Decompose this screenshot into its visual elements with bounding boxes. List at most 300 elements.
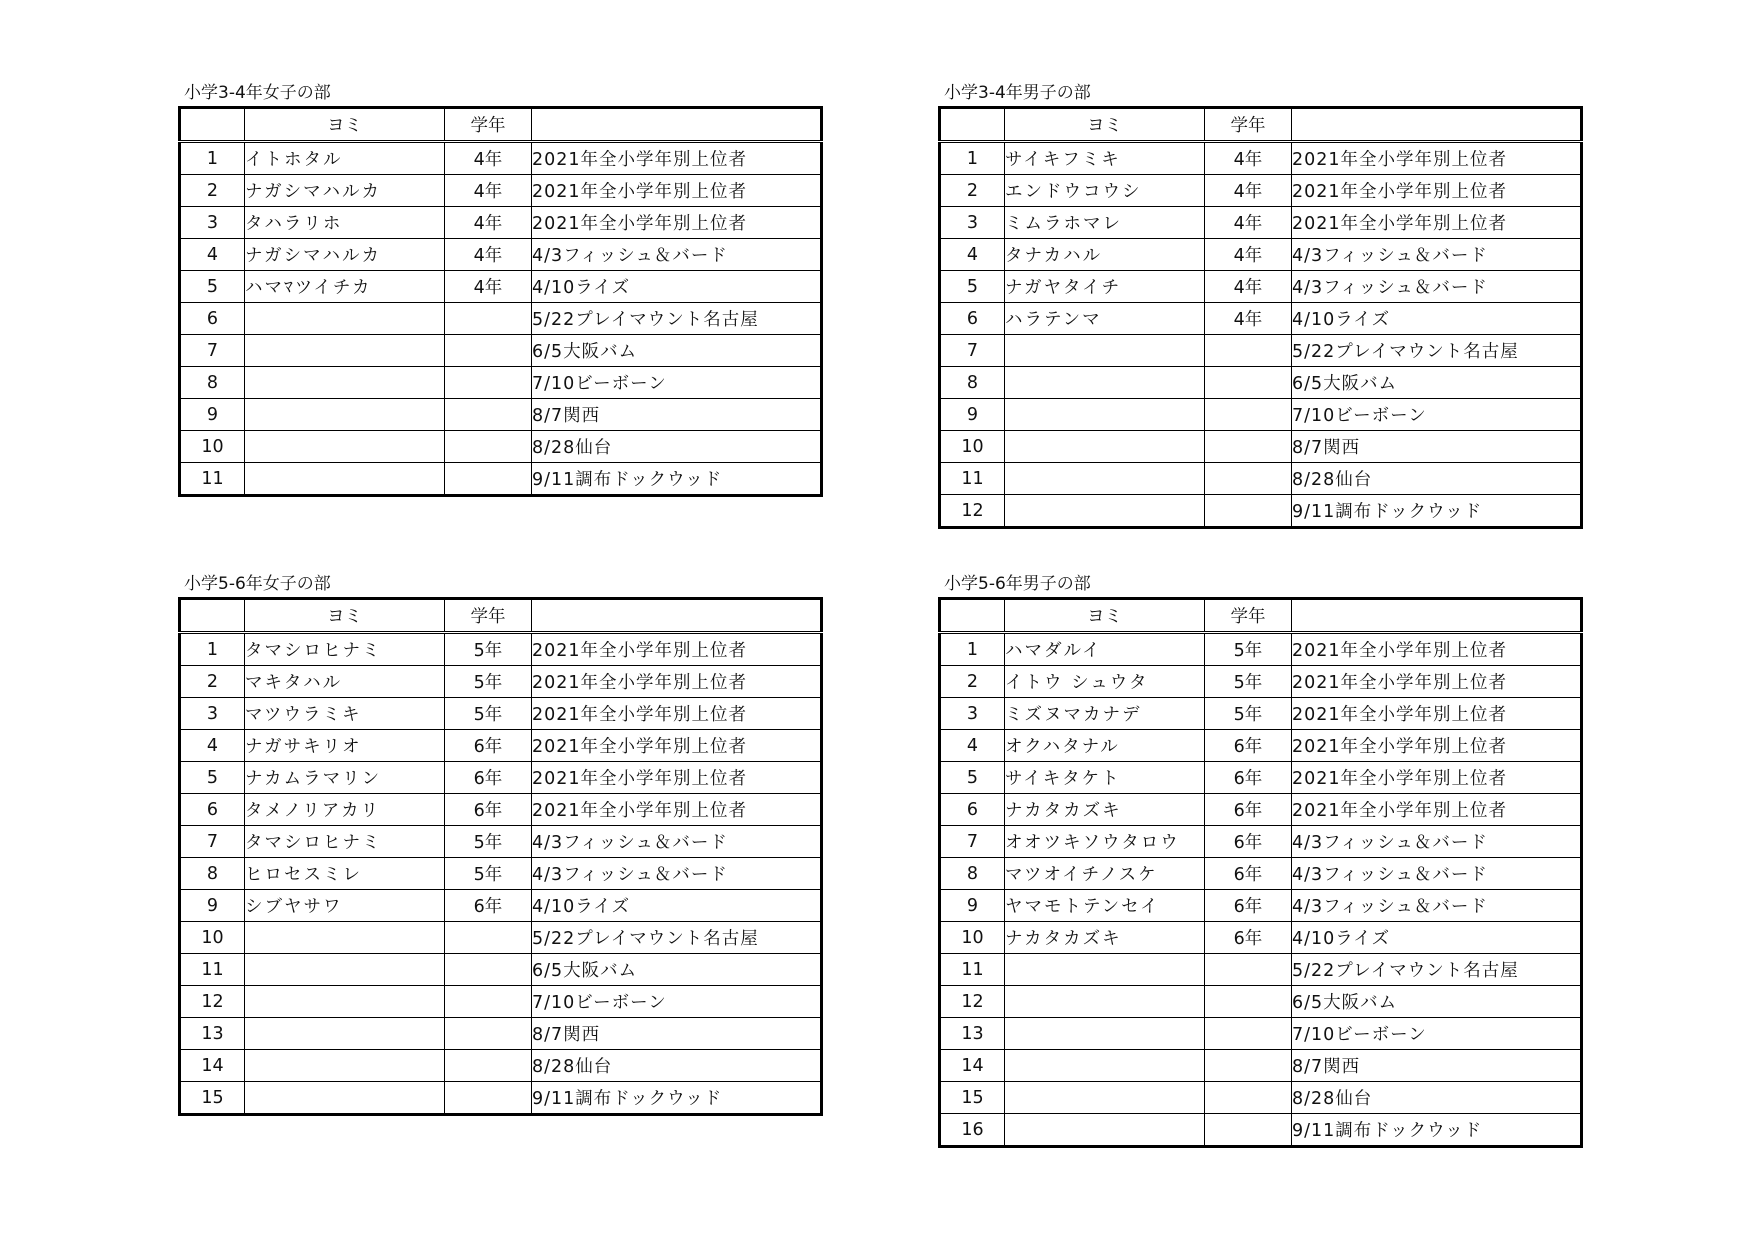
row-grade: 6年 bbox=[1205, 922, 1292, 954]
header-event bbox=[1292, 108, 1582, 142]
row-yomi: ハマﾏツイチカ bbox=[245, 271, 445, 303]
header-grade: 学年 bbox=[1205, 108, 1292, 142]
section-g56 bbox=[178, 571, 823, 1116]
row-grade bbox=[445, 954, 532, 986]
row-number: 10 bbox=[940, 431, 1005, 463]
row-yomi bbox=[245, 367, 445, 399]
row-grade bbox=[1205, 954, 1292, 986]
row-event: 8/7関西 bbox=[532, 1018, 822, 1050]
table-row bbox=[180, 1018, 822, 1050]
row-grade: 4年 bbox=[445, 271, 532, 303]
table-row bbox=[180, 207, 822, 239]
table-row bbox=[940, 495, 1582, 528]
table-row bbox=[180, 666, 822, 698]
row-number: 3 bbox=[940, 698, 1005, 730]
row-event: 2021年全小学年別上位者 bbox=[1292, 730, 1582, 762]
table-row bbox=[180, 431, 822, 463]
row-event: 7/10ビーボーン bbox=[532, 367, 822, 399]
row-yomi: ハラテンマ bbox=[1005, 303, 1205, 335]
row-grade bbox=[445, 986, 532, 1018]
row-yomi bbox=[1005, 335, 1205, 367]
row-yomi bbox=[1005, 1114, 1205, 1147]
row-grade bbox=[1205, 495, 1292, 528]
row-number: 1 bbox=[940, 142, 1005, 175]
row-grade bbox=[445, 1050, 532, 1082]
header-yomi: ヨミ bbox=[1005, 108, 1205, 142]
row-grade bbox=[445, 303, 532, 335]
row-event: 4/3フィッシュ＆バード bbox=[532, 239, 822, 271]
row-grade bbox=[1205, 986, 1292, 1018]
row-grade: 4年 bbox=[445, 142, 532, 175]
header-row bbox=[180, 108, 822, 142]
row-grade: 6年 bbox=[1205, 794, 1292, 826]
row-number: 1 bbox=[940, 633, 1005, 666]
row-number: 3 bbox=[180, 698, 245, 730]
row-number: 15 bbox=[180, 1082, 245, 1115]
row-grade bbox=[445, 1018, 532, 1050]
row-yomi bbox=[1005, 954, 1205, 986]
row-number: 1 bbox=[180, 633, 245, 666]
header-row bbox=[940, 599, 1582, 633]
row-yomi bbox=[245, 463, 445, 496]
row-yomi: タメノリアカリ bbox=[245, 794, 445, 826]
header-event bbox=[1292, 599, 1582, 633]
table-row bbox=[940, 890, 1582, 922]
row-yomi: エンドウコウシ bbox=[1005, 175, 1205, 207]
row-event: 9/11調布ドックウッド bbox=[532, 1082, 822, 1115]
table-row bbox=[180, 698, 822, 730]
row-event: 2021年全小学年別上位者 bbox=[532, 207, 822, 239]
row-grade bbox=[1205, 335, 1292, 367]
roster-table bbox=[178, 106, 823, 497]
row-grade bbox=[445, 431, 532, 463]
row-grade bbox=[1205, 463, 1292, 495]
row-grade: 6年 bbox=[445, 730, 532, 762]
row-number: 8 bbox=[180, 858, 245, 890]
table-row bbox=[180, 954, 822, 986]
table-row bbox=[940, 271, 1582, 303]
row-grade bbox=[445, 367, 532, 399]
row-yomi: オオツキソウタロウ bbox=[1005, 826, 1205, 858]
table-row bbox=[940, 633, 1582, 666]
row-yomi: ナガシマハルカ bbox=[245, 175, 445, 207]
row-event: 8/28仙台 bbox=[1292, 1082, 1582, 1114]
row-event: 5/22プレイマウント名古屋 bbox=[532, 303, 822, 335]
row-number: 3 bbox=[180, 207, 245, 239]
row-yomi: マツウラミキ bbox=[245, 698, 445, 730]
row-number: 11 bbox=[940, 954, 1005, 986]
table-row bbox=[940, 1114, 1582, 1147]
row-grade: 5年 bbox=[445, 666, 532, 698]
row-yomi bbox=[1005, 367, 1205, 399]
row-grade bbox=[445, 463, 532, 496]
row-number: 13 bbox=[180, 1018, 245, 1050]
row-grade: 6年 bbox=[445, 762, 532, 794]
row-event: 2021年全小学年別上位者 bbox=[1292, 142, 1582, 175]
row-number: 7 bbox=[180, 826, 245, 858]
roster-table bbox=[938, 106, 1583, 529]
row-yomi: ハマダルイ bbox=[1005, 633, 1205, 666]
row-number: 3 bbox=[940, 207, 1005, 239]
table-row bbox=[940, 367, 1582, 399]
row-number: 7 bbox=[180, 335, 245, 367]
row-yomi bbox=[245, 1082, 445, 1115]
row-event: 4/3フィッシュ＆バード bbox=[1292, 826, 1582, 858]
row-event: 2021年全小学年別上位者 bbox=[532, 762, 822, 794]
row-event: 6/5大阪バム bbox=[1292, 367, 1582, 399]
table-row bbox=[940, 463, 1582, 495]
row-number: 6 bbox=[940, 794, 1005, 826]
row-yomi bbox=[245, 431, 445, 463]
row-event: 2021年全小学年別上位者 bbox=[532, 666, 822, 698]
row-yomi bbox=[1005, 431, 1205, 463]
row-grade: 4年 bbox=[1205, 303, 1292, 335]
row-number: 4 bbox=[180, 239, 245, 271]
table-row bbox=[940, 666, 1582, 698]
row-grade: 6年 bbox=[1205, 858, 1292, 890]
header-yomi: ヨミ bbox=[1005, 599, 1205, 633]
section-g34 bbox=[178, 80, 823, 497]
row-number: 5 bbox=[940, 271, 1005, 303]
row-event: 2021年全小学年別上位者 bbox=[532, 142, 822, 175]
row-yomi: サイキフミキ bbox=[1005, 142, 1205, 175]
row-event: 2021年全小学年別上位者 bbox=[1292, 633, 1582, 666]
table-row bbox=[180, 730, 822, 762]
row-event: 4/3フィッシュ＆バード bbox=[532, 858, 822, 890]
row-number: 4 bbox=[940, 730, 1005, 762]
row-number: 4 bbox=[940, 239, 1005, 271]
row-number: 9 bbox=[180, 399, 245, 431]
row-grade bbox=[1205, 1114, 1292, 1147]
table-row bbox=[180, 142, 822, 175]
row-grade bbox=[1205, 431, 1292, 463]
row-grade: 6年 bbox=[445, 890, 532, 922]
row-event: 8/28仙台 bbox=[532, 1050, 822, 1082]
row-number: 15 bbox=[940, 1082, 1005, 1114]
row-event: 4/3フィッシュ＆バード bbox=[1292, 239, 1582, 271]
row-event: 6/5大阪バム bbox=[532, 954, 822, 986]
row-yomi bbox=[1005, 1050, 1205, 1082]
row-number: 5 bbox=[180, 762, 245, 794]
row-yomi bbox=[245, 303, 445, 335]
row-grade: 6年 bbox=[1205, 890, 1292, 922]
row-event: 2021年全小学年別上位者 bbox=[1292, 175, 1582, 207]
row-grade bbox=[1205, 1082, 1292, 1114]
row-yomi bbox=[245, 1050, 445, 1082]
row-number: 14 bbox=[180, 1050, 245, 1082]
row-number: 14 bbox=[940, 1050, 1005, 1082]
row-yomi: タナカハル bbox=[1005, 239, 1205, 271]
table-row bbox=[940, 1082, 1582, 1114]
row-yomi: サイキタケト bbox=[1005, 762, 1205, 794]
row-grade: 4年 bbox=[1205, 271, 1292, 303]
row-yomi bbox=[245, 922, 445, 954]
table-row bbox=[940, 762, 1582, 794]
row-event: 4/3フィッシュ＆バード bbox=[1292, 890, 1582, 922]
table-row bbox=[180, 463, 822, 496]
row-number: 7 bbox=[940, 335, 1005, 367]
table-row bbox=[940, 399, 1582, 431]
row-yomi bbox=[1005, 1082, 1205, 1114]
row-grade: 4年 bbox=[1205, 142, 1292, 175]
row-yomi: ナガヤタイチ bbox=[1005, 271, 1205, 303]
row-yomi: イトホタル bbox=[245, 142, 445, 175]
row-yomi: ヒロセスミレ bbox=[245, 858, 445, 890]
table-row bbox=[180, 986, 822, 1018]
row-yomi bbox=[245, 1018, 445, 1050]
table-row bbox=[940, 142, 1582, 175]
row-yomi bbox=[1005, 495, 1205, 528]
row-event: 4/10ライズ bbox=[532, 271, 822, 303]
row-yomi bbox=[245, 399, 445, 431]
roster-body bbox=[180, 142, 822, 496]
row-grade bbox=[1205, 1050, 1292, 1082]
table-row bbox=[940, 431, 1582, 463]
row-yomi: タハラリホ bbox=[245, 207, 445, 239]
roster-table bbox=[178, 597, 823, 1116]
row-number: 1 bbox=[180, 142, 245, 175]
row-yomi: オクハタナル bbox=[1005, 730, 1205, 762]
table-row bbox=[180, 826, 822, 858]
row-number: 2 bbox=[940, 666, 1005, 698]
row-grade bbox=[445, 335, 532, 367]
row-grade: 4年 bbox=[1205, 207, 1292, 239]
row-event: 7/10ビーボーン bbox=[1292, 1018, 1582, 1050]
row-event: 9/11調布ドックウッド bbox=[1292, 495, 1582, 528]
section-title: 小学3-4年女子の部 bbox=[184, 83, 331, 103]
row-number: 8 bbox=[940, 367, 1005, 399]
row-number: 9 bbox=[940, 399, 1005, 431]
row-number: 11 bbox=[180, 463, 245, 496]
table-row bbox=[940, 303, 1582, 335]
section-b34 bbox=[938, 80, 1583, 529]
row-number: 10 bbox=[940, 922, 1005, 954]
row-number: 12 bbox=[940, 986, 1005, 1018]
header-grade: 学年 bbox=[1205, 599, 1292, 633]
row-number: 16 bbox=[940, 1114, 1005, 1147]
row-number: 9 bbox=[180, 890, 245, 922]
row-event: 2021年全小学年別上位者 bbox=[1292, 666, 1582, 698]
row-event: 9/11調布ドックウッド bbox=[532, 463, 822, 496]
row-number: 11 bbox=[180, 954, 245, 986]
row-event: 4/10ライズ bbox=[1292, 922, 1582, 954]
row-event: 2021年全小学年別上位者 bbox=[532, 730, 822, 762]
table-row bbox=[940, 826, 1582, 858]
section-title: 小学5-6年男子の部 bbox=[944, 574, 1091, 594]
row-yomi: ミズヌマカナデ bbox=[1005, 698, 1205, 730]
row-grade: 4年 bbox=[445, 239, 532, 271]
header-no bbox=[180, 599, 245, 633]
roster-body bbox=[940, 142, 1582, 528]
row-yomi: シブヤサワ bbox=[245, 890, 445, 922]
row-event: 4/3フィッシュ＆バード bbox=[1292, 858, 1582, 890]
row-number: 13 bbox=[940, 1018, 1005, 1050]
row-grade: 4年 bbox=[1205, 239, 1292, 271]
row-grade bbox=[445, 399, 532, 431]
table-row bbox=[940, 207, 1582, 239]
row-yomi bbox=[1005, 399, 1205, 431]
section-title: 小学3-4年男子の部 bbox=[944, 83, 1091, 103]
row-grade: 5年 bbox=[445, 826, 532, 858]
row-event: 8/7関西 bbox=[1292, 431, 1582, 463]
row-event: 2021年全小学年別上位者 bbox=[532, 698, 822, 730]
table-row bbox=[180, 858, 822, 890]
row-event: 7/10ビーボーン bbox=[1292, 399, 1582, 431]
row-event: 2021年全小学年別上位者 bbox=[1292, 207, 1582, 239]
row-yomi: ナカタカズキ bbox=[1005, 794, 1205, 826]
table-row bbox=[180, 890, 822, 922]
row-grade bbox=[445, 922, 532, 954]
row-grade: 5年 bbox=[445, 633, 532, 666]
row-event: 6/5大阪バム bbox=[532, 335, 822, 367]
header-no bbox=[940, 599, 1005, 633]
row-event: 8/28仙台 bbox=[532, 431, 822, 463]
row-yomi bbox=[245, 335, 445, 367]
row-event: 4/10ライズ bbox=[532, 890, 822, 922]
header-no bbox=[940, 108, 1005, 142]
table-row bbox=[180, 633, 822, 666]
table-row bbox=[940, 175, 1582, 207]
header-grade: 学年 bbox=[445, 108, 532, 142]
table-row bbox=[180, 922, 822, 954]
row-grade: 5年 bbox=[445, 698, 532, 730]
row-event: 8/7関西 bbox=[532, 399, 822, 431]
row-grade: 4年 bbox=[445, 175, 532, 207]
row-event: 9/11調布ドックウッド bbox=[1292, 1114, 1582, 1147]
row-grade bbox=[1205, 1018, 1292, 1050]
table-row bbox=[940, 922, 1582, 954]
table-row bbox=[940, 954, 1582, 986]
row-yomi: タマシロヒナミ bbox=[245, 826, 445, 858]
row-grade: 6年 bbox=[445, 794, 532, 826]
table-row bbox=[180, 175, 822, 207]
row-number: 12 bbox=[940, 495, 1005, 528]
row-event: 4/10ライズ bbox=[1292, 303, 1582, 335]
row-number: 4 bbox=[180, 730, 245, 762]
row-grade: 5年 bbox=[1205, 698, 1292, 730]
header-no bbox=[180, 108, 245, 142]
row-yomi: マツオイチノスケ bbox=[1005, 858, 1205, 890]
row-yomi bbox=[1005, 463, 1205, 495]
header-yomi: ヨミ bbox=[245, 108, 445, 142]
row-yomi: ナガシマハルカ bbox=[245, 239, 445, 271]
row-number: 5 bbox=[940, 762, 1005, 794]
row-number: 6 bbox=[180, 794, 245, 826]
table-row bbox=[180, 303, 822, 335]
row-event: 2021年全小学年別上位者 bbox=[532, 175, 822, 207]
table-row bbox=[940, 335, 1582, 367]
row-event: 7/10ビーボーン bbox=[532, 986, 822, 1018]
row-number: 8 bbox=[940, 858, 1005, 890]
row-yomi: ナカムラマリン bbox=[245, 762, 445, 794]
row-event: 2021年全小学年別上位者 bbox=[1292, 794, 1582, 826]
roster-body bbox=[180, 633, 822, 1115]
row-yomi: ナガサキリオ bbox=[245, 730, 445, 762]
row-event: 2021年全小学年別上位者 bbox=[532, 633, 822, 666]
row-grade: 5年 bbox=[1205, 666, 1292, 698]
row-number: 8 bbox=[180, 367, 245, 399]
row-event: 6/5大阪バム bbox=[1292, 986, 1582, 1018]
row-yomi bbox=[1005, 986, 1205, 1018]
table-row bbox=[180, 367, 822, 399]
table-row bbox=[940, 858, 1582, 890]
row-grade: 5年 bbox=[445, 858, 532, 890]
section-title: 小学5-6年女子の部 bbox=[184, 574, 331, 594]
row-number: 2 bbox=[180, 666, 245, 698]
row-event: 4/3フィッシュ＆バード bbox=[1292, 271, 1582, 303]
row-yomi: イトウ シュウタ bbox=[1005, 666, 1205, 698]
table-row bbox=[180, 1050, 822, 1082]
table-row bbox=[180, 239, 822, 271]
table-row bbox=[180, 335, 822, 367]
row-number: 9 bbox=[940, 890, 1005, 922]
table-row bbox=[180, 399, 822, 431]
row-grade: 6年 bbox=[1205, 762, 1292, 794]
row-yomi: マキタハル bbox=[245, 666, 445, 698]
row-yomi bbox=[245, 986, 445, 1018]
table-row bbox=[940, 239, 1582, 271]
row-number: 10 bbox=[180, 431, 245, 463]
table-row bbox=[940, 730, 1582, 762]
row-event: 8/7関西 bbox=[1292, 1050, 1582, 1082]
row-yomi: ナカタカズキ bbox=[1005, 922, 1205, 954]
row-grade bbox=[1205, 399, 1292, 431]
row-event: 2021年全小学年別上位者 bbox=[1292, 698, 1582, 730]
section-b56 bbox=[938, 571, 1583, 1148]
row-yomi: ヤマモトテンセイ bbox=[1005, 890, 1205, 922]
row-yomi bbox=[245, 954, 445, 986]
row-number: 6 bbox=[940, 303, 1005, 335]
row-grade: 5年 bbox=[1205, 633, 1292, 666]
table-row bbox=[940, 1050, 1582, 1082]
row-number: 7 bbox=[940, 826, 1005, 858]
row-number: 2 bbox=[180, 175, 245, 207]
header-event bbox=[532, 599, 822, 633]
row-number: 6 bbox=[180, 303, 245, 335]
row-grade: 6年 bbox=[1205, 826, 1292, 858]
table-row bbox=[180, 271, 822, 303]
row-grade bbox=[1205, 367, 1292, 399]
roster-table bbox=[938, 597, 1583, 1148]
row-event: 5/22プレイマウント名古屋 bbox=[1292, 335, 1582, 367]
row-yomi bbox=[1005, 1018, 1205, 1050]
row-number: 11 bbox=[940, 463, 1005, 495]
row-grade: 6年 bbox=[1205, 730, 1292, 762]
row-grade: 4年 bbox=[445, 207, 532, 239]
table-row bbox=[180, 1082, 822, 1115]
row-number: 10 bbox=[180, 922, 245, 954]
header-grade: 学年 bbox=[445, 599, 532, 633]
row-yomi: ミムラホマレ bbox=[1005, 207, 1205, 239]
row-event: 4/3フィッシュ＆バード bbox=[532, 826, 822, 858]
row-grade bbox=[445, 1082, 532, 1115]
table-row bbox=[180, 762, 822, 794]
row-event: 2021年全小学年別上位者 bbox=[1292, 762, 1582, 794]
row-yomi: タマシロヒナミ bbox=[245, 633, 445, 666]
table-row bbox=[940, 794, 1582, 826]
table-row bbox=[940, 1018, 1582, 1050]
header-event bbox=[532, 108, 822, 142]
row-event: 8/28仙台 bbox=[1292, 463, 1582, 495]
row-grade: 4年 bbox=[1205, 175, 1292, 207]
table-row bbox=[940, 698, 1582, 730]
header-row bbox=[940, 108, 1582, 142]
row-event: 5/22プレイマウント名古屋 bbox=[532, 922, 822, 954]
roster-body bbox=[940, 633, 1582, 1147]
row-event: 2021年全小学年別上位者 bbox=[532, 794, 822, 826]
header-yomi: ヨミ bbox=[245, 599, 445, 633]
row-event: 5/22プレイマウント名古屋 bbox=[1292, 954, 1582, 986]
